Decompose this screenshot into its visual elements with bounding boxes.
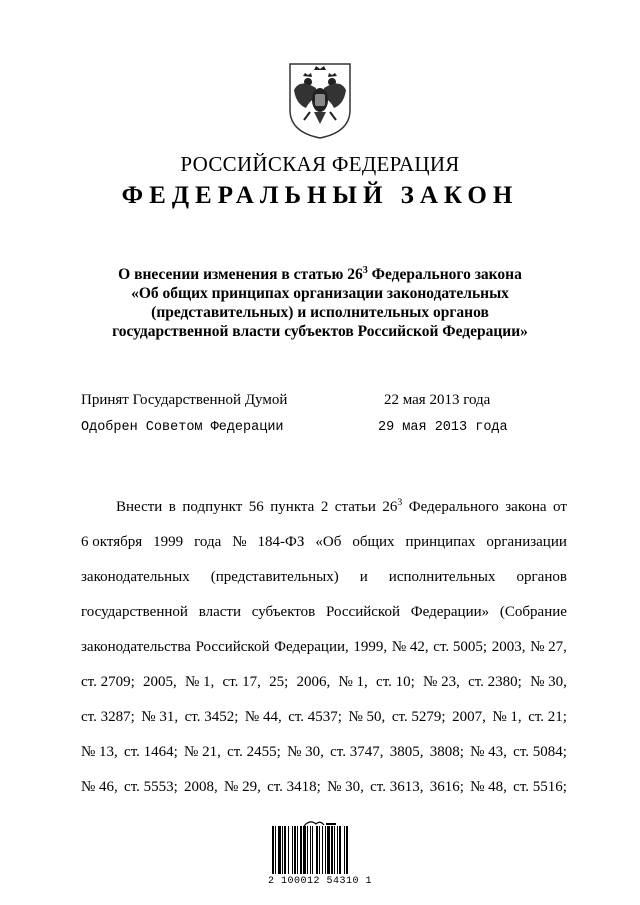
- word: Федерации»: [410, 604, 490, 620]
- word: ст. 3747,: [330, 744, 384, 760]
- word: (Собрание: [499, 604, 567, 620]
- word: ст. 3287;: [81, 709, 135, 725]
- title-line-1: [60, 265, 580, 284]
- article-superscript: 3: [362, 264, 368, 276]
- body-line-1: [81, 497, 567, 532]
- word: № 1,: [184, 674, 215, 690]
- council-label: Одобрен Советом Федерации: [81, 420, 284, 435]
- duma-date: 22 мая 2013 года: [384, 392, 491, 408]
- barcode-number: 2 100012 54310 1: [267, 876, 372, 887]
- word: и: [359, 569, 368, 585]
- article-ref: [382, 497, 402, 532]
- word: ст. 1464;: [124, 744, 178, 760]
- word: 2007,: [452, 709, 486, 725]
- word: ст. 3613,: [370, 779, 424, 795]
- body-line-9: [81, 777, 567, 812]
- word: ст. 5279;: [391, 709, 446, 725]
- body-lines: [81, 532, 567, 812]
- word: власти: [198, 604, 241, 620]
- word: № 21,: [184, 744, 221, 760]
- word: Федерации,: [274, 639, 349, 655]
- word: исполнительных: [388, 569, 496, 585]
- word: в: [168, 499, 176, 515]
- word: 3808;: [429, 744, 464, 760]
- word: Российской: [195, 639, 270, 655]
- word: № 31,: [141, 709, 179, 725]
- word: №: [232, 534, 247, 550]
- law-title: [60, 265, 580, 341]
- word: ст. 5005;: [433, 639, 488, 655]
- word: № 23,: [423, 674, 460, 690]
- word: ст. 5516;: [513, 779, 567, 795]
- word: № 42,: [391, 639, 429, 655]
- word: № 1,: [338, 674, 368, 690]
- word: № 29,: [224, 779, 261, 795]
- word: ст. 2455;: [227, 744, 281, 760]
- word: организации: [486, 534, 567, 550]
- word: № 48,: [470, 779, 507, 795]
- body-line-6: [81, 672, 567, 707]
- word: года: [194, 534, 222, 550]
- word: ст. 21;: [528, 709, 567, 725]
- body-line-3: [81, 567, 567, 602]
- word: ст. 3418;: [267, 779, 321, 795]
- word: органов: [516, 569, 567, 585]
- word: ст. 10;: [376, 674, 415, 690]
- word: № 44,: [244, 709, 282, 725]
- body-line-7: [81, 707, 567, 742]
- word: № 30,: [287, 744, 324, 760]
- word: ст. 3452;: [184, 709, 239, 725]
- word: ст. 2380;: [468, 674, 522, 690]
- word: 1999: [153, 534, 184, 550]
- word: № 50,: [348, 709, 386, 725]
- word: ст. 2709;: [81, 674, 135, 690]
- word: Федерального: [408, 499, 499, 515]
- country-name: РОССИЙСКАЯ ФЕДЕРАЦИЯ: [180, 152, 460, 176]
- word: 2006,: [296, 674, 331, 690]
- title-line-4: государственной власти субъектов Российской Федерации»: [112, 323, 528, 340]
- word: 25;: [269, 674, 289, 690]
- word: Российской: [326, 604, 400, 620]
- word: (представительных): [210, 569, 339, 585]
- council-date: 29 мая 2013 года: [378, 420, 508, 435]
- word: 2003,: [491, 639, 526, 655]
- word: 3805,: [389, 744, 424, 760]
- coat-of-arms-emblem: [286, 60, 354, 140]
- word: 2008,: [184, 779, 218, 795]
- word: 3616;: [429, 779, 464, 795]
- word: 1999,: [353, 639, 388, 655]
- word: статьи: [334, 499, 376, 515]
- word: 6 октября: [81, 534, 143, 550]
- word: закона: [505, 499, 547, 515]
- word: принципах: [405, 534, 476, 550]
- body-line-4: [81, 602, 567, 637]
- document-type: ФЕДЕРАЛЬНЫЙ ЗАКОН: [121, 182, 519, 209]
- word: № 30,: [530, 674, 567, 690]
- word: 2: [320, 499, 329, 515]
- word: законодательства: [81, 639, 191, 655]
- word: «Об: [315, 534, 342, 550]
- word: ст. 4537;: [288, 709, 342, 725]
- word: № 43,: [470, 744, 507, 760]
- title-line-1-suffix: Федерального закона: [367, 266, 522, 283]
- word: законодательных: [81, 569, 190, 585]
- word: № 46,: [81, 779, 118, 795]
- law-body: [81, 497, 567, 812]
- word: Внести: [116, 499, 163, 515]
- word: пункта: [270, 499, 315, 515]
- barcode-icon: [272, 826, 368, 876]
- title-line-2: «Об общих принципах организации законодательных: [131, 285, 509, 302]
- word: подпункт: [182, 499, 243, 515]
- word: ст. 17,: [222, 674, 261, 690]
- word: ст. 5553;: [124, 779, 178, 795]
- body-line-5: [81, 637, 567, 672]
- word: ст. 5084;: [513, 744, 567, 760]
- word: общих: [352, 534, 395, 550]
- body-line-2: [81, 532, 567, 567]
- word: 184-ФЗ: [257, 534, 305, 550]
- word: субъектов: [251, 604, 316, 620]
- word: 2005,: [143, 674, 177, 690]
- word: № 13,: [81, 744, 118, 760]
- article-superscript: 3: [397, 497, 403, 508]
- duma-label: Принят Государственной Думой: [81, 392, 288, 408]
- title-line-3: (представительных) и исполнительных органов: [151, 304, 489, 321]
- word: от: [553, 499, 567, 515]
- word: № 30,: [327, 779, 364, 795]
- word: № 1,: [492, 709, 522, 725]
- body-line-8: [81, 742, 567, 777]
- word: 26: [382, 499, 398, 515]
- word: № 27,: [530, 639, 567, 655]
- word: 56: [248, 499, 264, 515]
- title-line-1-text: О внесении изменения в статью 26: [118, 266, 363, 283]
- word: государственной: [81, 604, 188, 620]
